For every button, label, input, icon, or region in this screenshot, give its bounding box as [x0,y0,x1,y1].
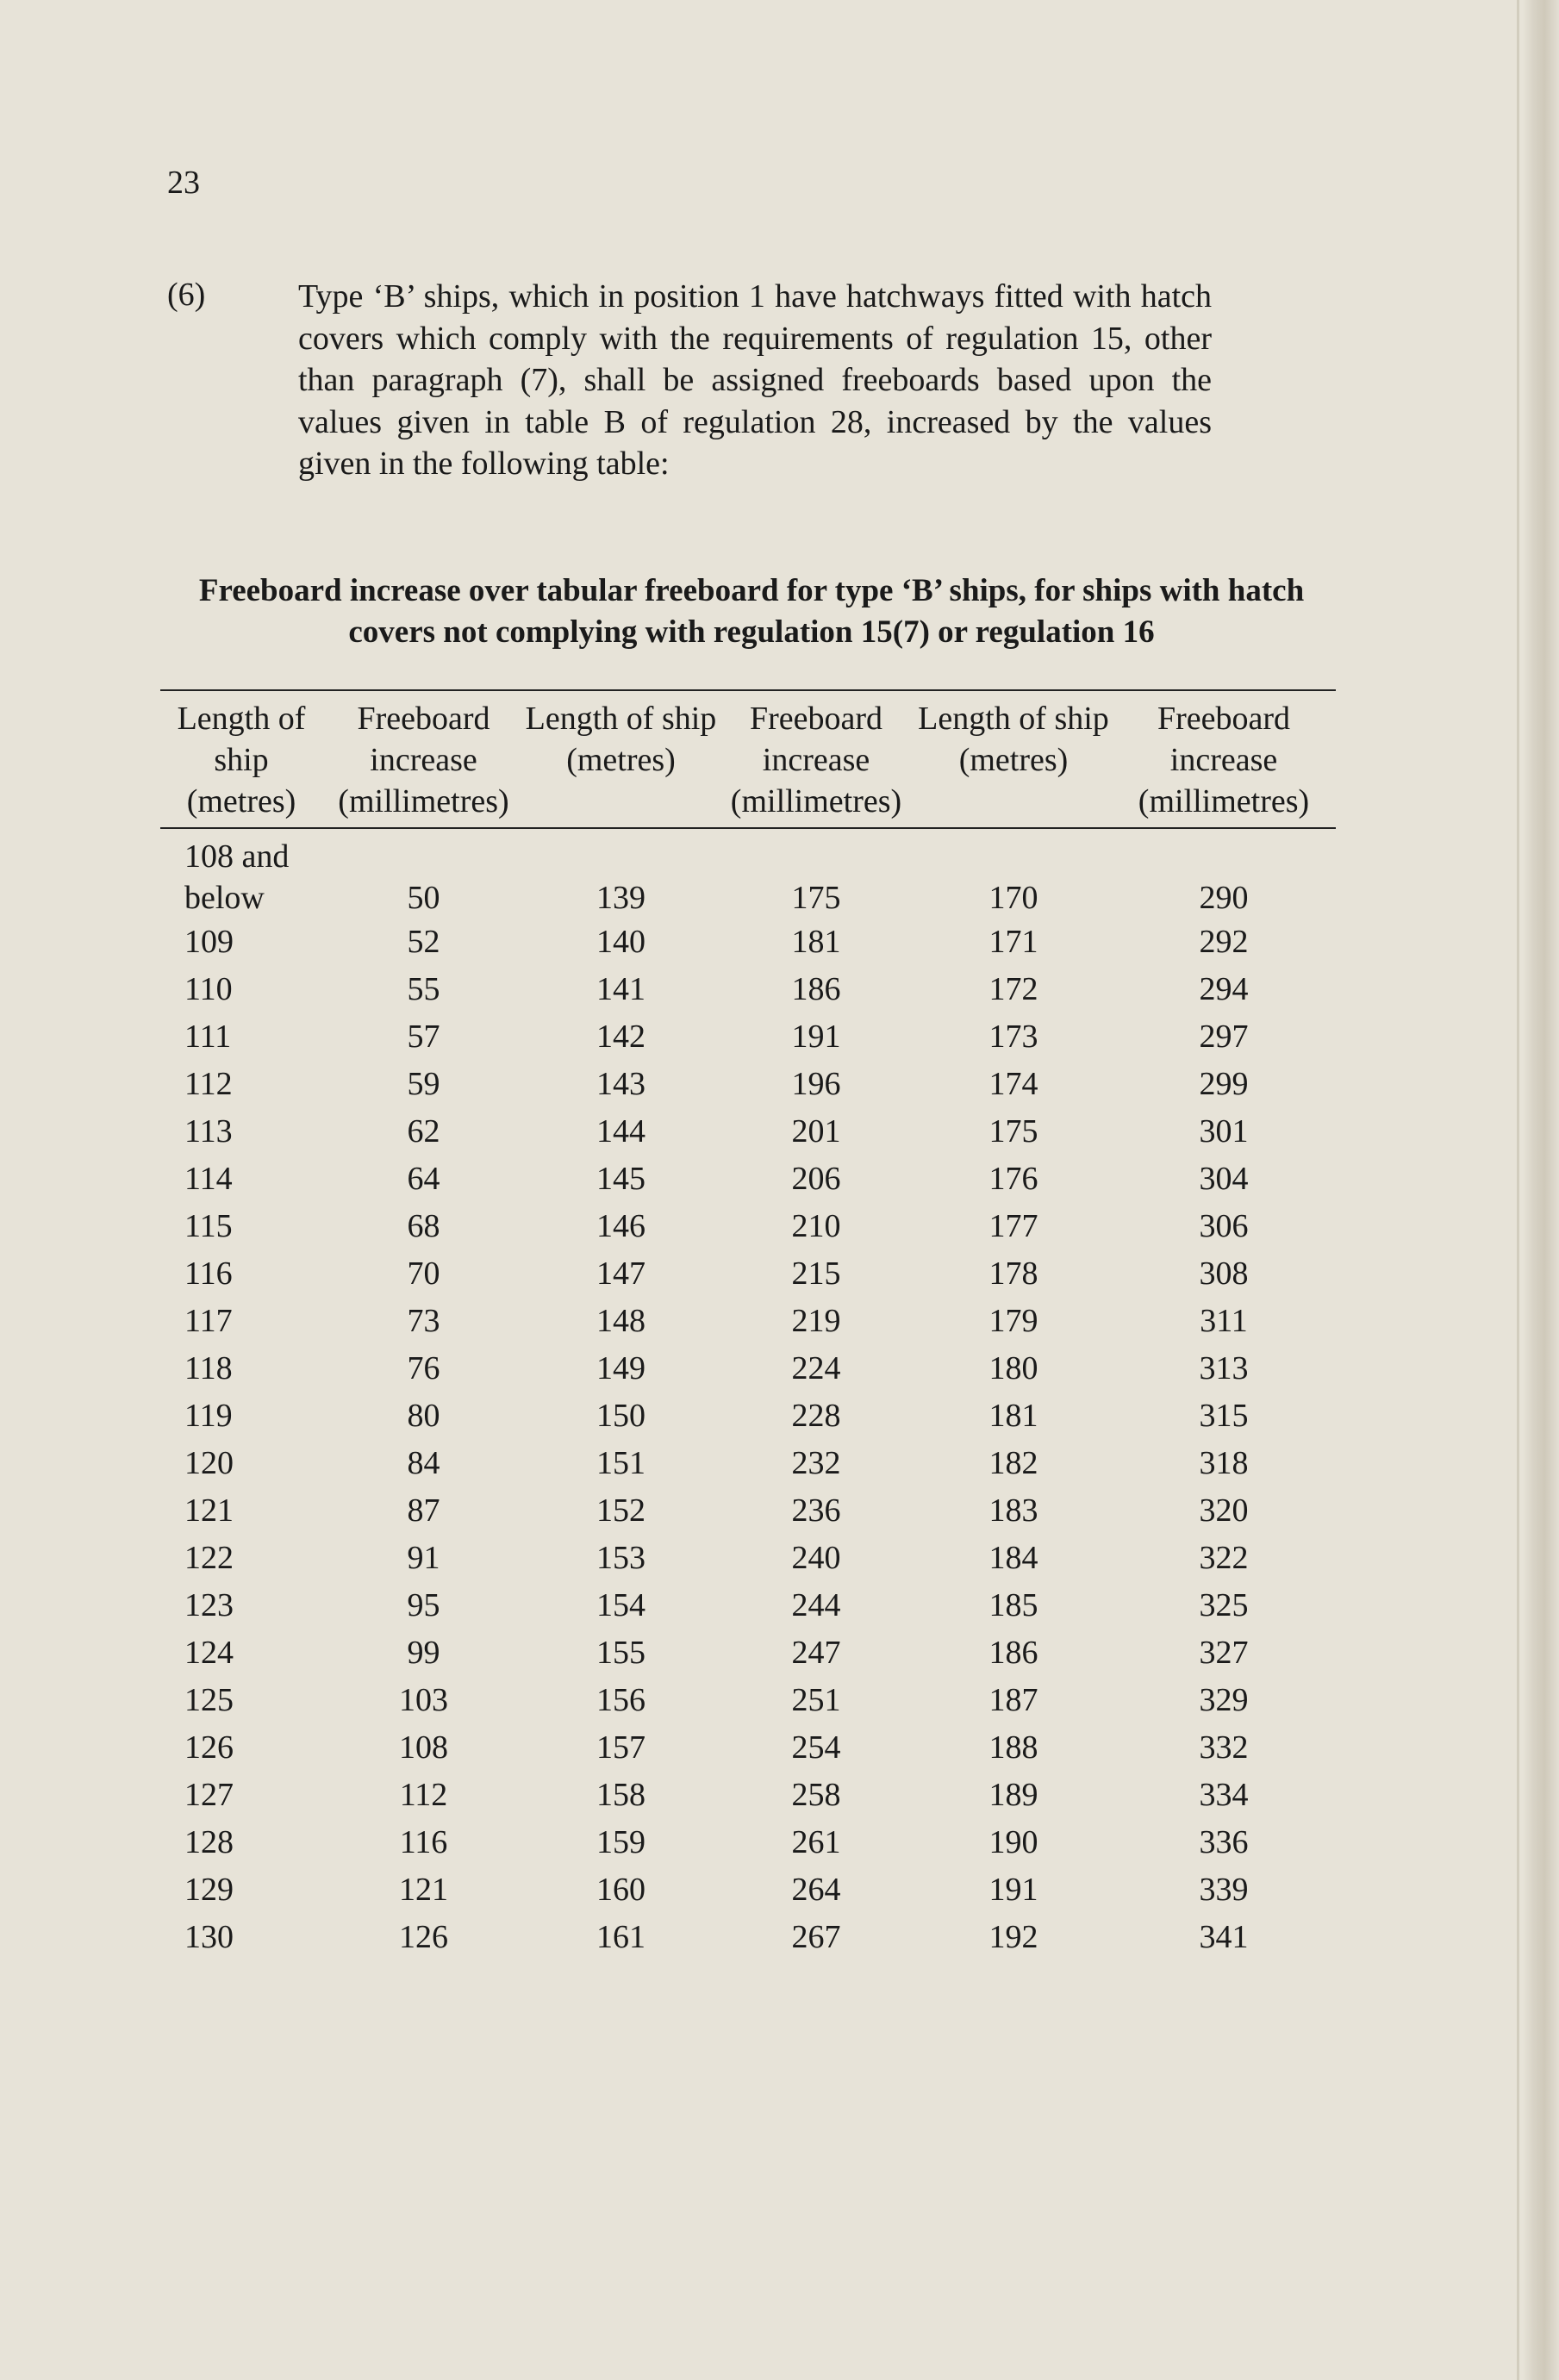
table-row [160,1203,1336,1250]
table-row [160,1914,1336,1961]
cell-freeboard-increase: 261 [791,1824,841,1860]
table-row [160,1582,1336,1629]
cell-length-of-ship: 190 [988,1824,1038,1860]
cell-freeboard-increase: 267 [791,1919,841,1955]
cell-freeboard-increase: 336 [1199,1824,1249,1860]
cell-length-of-ship: 187 [988,1682,1038,1718]
cell-length-of-ship: 152 [596,1492,645,1529]
cell-length-of-ship: 109 [184,924,234,960]
cell-length-of-ship: 119 [184,1398,233,1434]
page-number: 23 [167,165,200,201]
table-row [160,1298,1336,1345]
cell-freeboard-increase: 301 [1199,1113,1249,1150]
cell-length-of-ship: 153 [596,1540,645,1576]
cell-length-of-ship: 116 [184,1255,233,1292]
cell-length-of-ship: 178 [988,1255,1038,1292]
freeboard-increase-table [160,689,1336,1961]
cell-freeboard-increase: 251 [791,1682,841,1718]
cell-length-of-ship: 122 [184,1540,234,1576]
cell-freeboard-increase: 108 [399,1729,448,1766]
cell-freeboard-increase: 59 [407,1066,440,1102]
header-freeboard-increase: Freeboard increase (millimetres) [717,690,915,828]
cell-freeboard-increase: 236 [791,1492,841,1529]
cell-length-of-ship: 146 [596,1208,645,1244]
header-length-of-ship: Length of ship (metres) [160,690,322,828]
cell-freeboard-increase: 264 [791,1872,841,1908]
cell-length-of-ship: 143 [596,1066,645,1102]
cell-length-of-ship: 184 [988,1540,1038,1576]
cell-freeboard-increase: 70 [407,1255,440,1292]
table-row [160,966,1336,1013]
table-row [160,919,1336,966]
cell-length-of-ship: 140 [596,924,645,960]
cell-freeboard-increase: 322 [1199,1540,1249,1576]
cell-length-of-ship: 179 [988,1303,1038,1339]
cell-length-of-ship: 171 [988,924,1038,960]
cell-freeboard-increase: 175 [791,880,841,916]
cell-length-of-ship: 154 [596,1587,645,1623]
cell-length-of-ship: 177 [988,1208,1038,1244]
header-freeboard-increase: Freeboard increase (millimetres) [322,690,525,828]
cell-freeboard-increase: 215 [791,1255,841,1292]
table-row [160,1392,1336,1440]
table-row [160,1250,1336,1298]
cell-freeboard-increase: 91 [407,1540,440,1576]
cell-freeboard-increase: 76 [407,1350,440,1386]
cell-length-of-ship: 191 [988,1872,1038,1908]
table-row [160,1629,1336,1677]
cell-freeboard-increase: 206 [791,1161,841,1197]
table-row [160,1156,1336,1203]
cell-length-of-ship: 114 [184,1161,233,1197]
cell-freeboard-increase: 292 [1199,924,1249,960]
cell-freeboard-increase: 228 [791,1398,841,1434]
cell-freeboard-increase: 325 [1199,1587,1249,1623]
cell-freeboard-increase: 240 [791,1540,841,1576]
cell-length-of-ship: 159 [596,1824,645,1860]
cell-freeboard-increase: 181 [791,924,841,960]
cell-length-of-ship: 182 [988,1445,1038,1481]
cell-freeboard-increase: 121 [399,1872,448,1908]
cell-freeboard-increase: 224 [791,1350,841,1386]
table-row [160,1108,1336,1156]
cell-length-of-ship: 189 [988,1777,1038,1813]
cell-freeboard-increase: 95 [407,1587,440,1623]
cell-freeboard-increase: 219 [791,1303,841,1339]
cell-freeboard-increase: 84 [407,1445,440,1481]
table-body [160,828,1336,1961]
cell-freeboard-increase: 196 [791,1066,841,1102]
cell-freeboard-increase: 112 [399,1777,448,1813]
table-row [160,1677,1336,1724]
cell-freeboard-increase: 87 [407,1492,440,1529]
cell-length-of-ship: 175 [988,1113,1038,1150]
cell-freeboard-increase: 52 [407,924,440,960]
cell-freeboard-increase: 247 [791,1635,841,1671]
cell-freeboard-increase: 341 [1199,1919,1249,1955]
table-row [160,1535,1336,1582]
cell-length-of-ship: 142 [596,1019,645,1055]
cell-length-of-ship: 185 [988,1587,1038,1623]
cell-length-of-ship: 125 [184,1682,234,1718]
cell-length-of-ship: 173 [988,1019,1038,1055]
cell-freeboard-increase: 232 [791,1445,841,1481]
paragraph-text: Type ‘B’ ships, which in position 1 have hatchways fitted with hatch covers which comply with the requirements of regulation 15, other than paragraph (7), shall be assigned freeboards based upon the values given in table B of regulation 28, increased by the values given in the following table: [298,278,1212,482]
header-length-of-ship: Length of ship (metres) [525,690,717,828]
cell-freeboard-increase: 116 [399,1824,448,1860]
table-row [160,1487,1336,1535]
table-row [160,1772,1336,1819]
cell-length-of-ship: 117 [184,1303,233,1339]
table-header-row [160,690,1336,828]
cell-freeboard-increase: 332 [1199,1729,1249,1766]
cell-freeboard-increase: 329 [1199,1682,1249,1718]
cell-length-of-ship: 121 [184,1492,234,1529]
cell-freeboard-increase: 308 [1199,1255,1249,1292]
cell-freeboard-increase: 62 [407,1113,440,1150]
cell-length-of-ship: 176 [988,1161,1038,1197]
cell-length-of-ship: 123 [184,1587,234,1623]
cell-freeboard-increase: 258 [791,1777,841,1813]
table-row [160,828,1336,919]
cell-length-of-ship: 144 [596,1113,645,1150]
cell-length-of-ship: 157 [596,1729,645,1766]
cell-length-of-ship: 115 [184,1208,233,1244]
table-row [160,1345,1336,1392]
cell-freeboard-increase: 306 [1199,1208,1249,1244]
cell-freeboard-increase: 64 [407,1161,440,1197]
cell-length-of-ship: 111 [184,1019,232,1055]
header-freeboard-increase: Freeboard increase (millimetres) [1112,690,1336,828]
cell-length-of-ship: 172 [988,971,1038,1007]
page-edge [1523,0,1559,2380]
cell-freeboard-increase: 201 [791,1113,841,1150]
cell-freeboard-increase: 244 [791,1587,841,1623]
cell-length-of-ship: 118 [184,1350,233,1386]
cell-length-of-ship: 147 [596,1255,645,1292]
cell-length-of-ship: 183 [988,1492,1038,1529]
cell-length-of-ship: 180 [988,1350,1038,1386]
cell-freeboard-increase: 315 [1199,1398,1249,1434]
cell-freeboard-increase: 297 [1199,1019,1249,1055]
cell-length-of-ship: 145 [596,1161,645,1197]
cell-length-of-ship: 141 [596,971,645,1007]
cell-freeboard-increase: 57 [407,1019,440,1055]
cell-length-of-ship: 148 [596,1303,645,1339]
cell-length-of-ship: 113 [184,1113,233,1150]
cell-length-of-ship: 126 [184,1729,234,1766]
cell-length-of-ship: 139 [596,880,645,916]
cell-length-of-ship: 130 [184,1919,234,1955]
cell-length-of-ship: 129 [184,1872,234,1908]
table-row [160,1724,1336,1772]
cell-length-of-ship: 108 and below [184,838,290,916]
cell-freeboard-increase: 80 [407,1398,440,1434]
cell-freeboard-increase: 210 [791,1208,841,1244]
cell-length-of-ship: 192 [988,1919,1038,1955]
cell-freeboard-increase: 191 [791,1019,841,1055]
cell-length-of-ship: 161 [596,1919,645,1955]
cell-freeboard-increase: 304 [1199,1161,1249,1197]
table-row [160,1013,1336,1061]
cell-freeboard-increase: 334 [1199,1777,1249,1813]
header-length-of-ship: Length of ship (metres) [915,690,1112,828]
cell-length-of-ship: 127 [184,1777,234,1813]
cell-freeboard-increase: 320 [1199,1492,1249,1529]
freeboard-table-container [160,689,1336,1961]
cell-length-of-ship: 128 [184,1824,234,1860]
cell-length-of-ship: 181 [988,1398,1038,1434]
cell-freeboard-increase: 318 [1199,1445,1249,1481]
cell-freeboard-increase: 50 [407,880,440,916]
cell-freeboard-increase: 299 [1199,1066,1249,1102]
cell-freeboard-increase: 290 [1199,880,1249,916]
cell-length-of-ship: 160 [596,1872,645,1908]
cell-length-of-ship: 149 [596,1350,645,1386]
table-row [160,1061,1336,1108]
cell-freeboard-increase: 126 [399,1919,448,1955]
page-fold-shadow [1517,0,1519,2380]
table-title: Freeboard increase over tabular freeboard for type ‘B’ ships, for ships with hatch covers not complying with regulation 15(7) or regulation 16 [198,573,1305,650]
cell-length-of-ship: 150 [596,1398,645,1434]
cell-length-of-ship: 170 [988,880,1038,916]
cell-freeboard-increase: 99 [407,1635,440,1671]
cell-length-of-ship: 110 [184,971,233,1007]
cell-freeboard-increase: 311 [1200,1303,1248,1339]
cell-freeboard-increase: 327 [1199,1635,1249,1671]
cell-length-of-ship: 124 [184,1635,234,1671]
cell-length-of-ship: 174 [988,1066,1038,1102]
cell-length-of-ship: 186 [988,1635,1038,1671]
paragraph-number: (6) [167,277,206,313]
table-row [160,1819,1336,1866]
cell-freeboard-increase: 186 [791,971,841,1007]
table-row [160,1440,1336,1487]
cell-freeboard-increase: 55 [407,971,440,1007]
cell-freeboard-increase: 339 [1199,1872,1249,1908]
cell-length-of-ship: 120 [184,1445,234,1481]
cell-freeboard-increase: 254 [791,1729,841,1766]
cell-length-of-ship: 151 [596,1445,645,1481]
cell-freeboard-increase: 73 [407,1303,440,1339]
cell-freeboard-increase: 103 [399,1682,448,1718]
cell-freeboard-increase: 313 [1199,1350,1249,1386]
cell-length-of-ship: 156 [596,1682,645,1718]
cell-length-of-ship: 158 [596,1777,645,1813]
cell-length-of-ship: 155 [596,1635,645,1671]
cell-length-of-ship: 188 [988,1729,1038,1766]
cell-length-of-ship: 112 [184,1066,233,1102]
cell-freeboard-increase: 68 [407,1208,440,1244]
cell-freeboard-increase: 294 [1199,971,1249,1007]
table-row [160,1866,1336,1914]
